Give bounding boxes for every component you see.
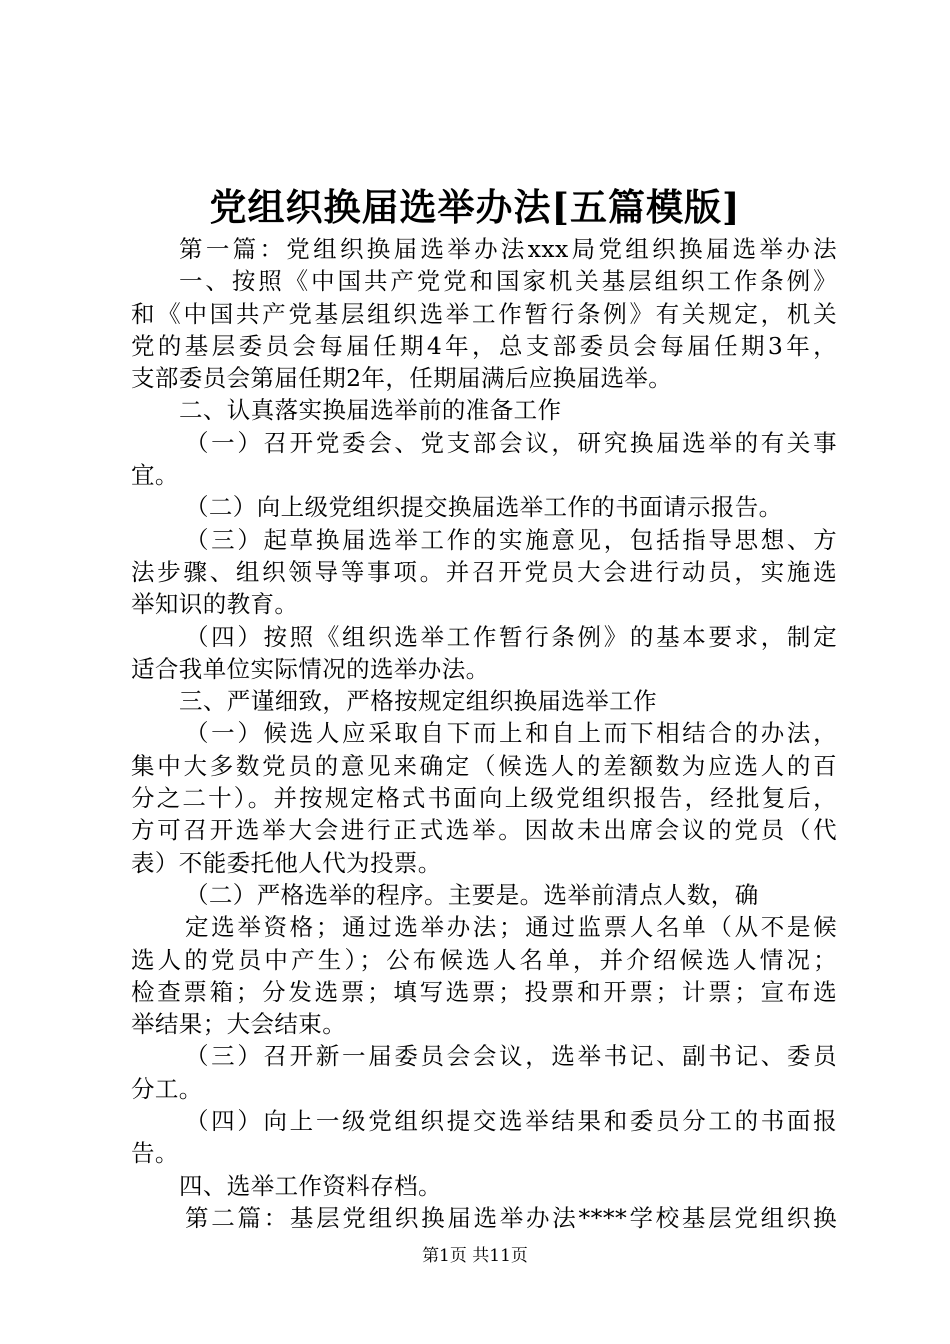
text-line: （四）向上一级党组织提交选举结果和委员分工的书面报 xyxy=(185,1107,837,1136)
text-line: 二、认真落实换届选举前的准备工作 xyxy=(179,396,562,425)
text-line: 定选举资格；通过选举办法；通过监票人名单（从不是候 xyxy=(185,913,837,942)
text-line: 告。 xyxy=(131,1139,179,1168)
text-line: （三）召开新一届委员会会议，选举书记、副书记、委员 xyxy=(185,1042,837,1071)
text-line: （二）严格选举的程序。主要是。选举前清点人数，确 xyxy=(185,880,759,909)
text-line: （四）按照《组织选举工作暂行条例》的基本要求，制定 xyxy=(185,622,837,651)
text-line: 三、严谨细致，严格按规定组织换届选举工作 xyxy=(179,687,657,716)
text-line: 分之二十）。并按规定格式书面向上级党组织报告，经批复后， xyxy=(131,784,837,813)
page-number-footer: 第1页 共11页 xyxy=(422,1246,528,1266)
text-line: 四、选举工作资料存档。 xyxy=(179,1171,442,1200)
text-line: （一）召开党委会、党支部会议，研究换届选举的有关事 xyxy=(185,428,837,457)
text-line: 第二篇：基层党组织换届选举办法****学校基层党组织换 xyxy=(185,1203,837,1232)
text-line: 第一篇：党组织换届选举办法xxx局党组织换届选举办法 xyxy=(179,235,837,263)
text-line: （二）向上级党组织提交换届选举工作的书面请示报告。 xyxy=(185,493,783,522)
document-title: 党组织换届选举办法[五篇模版] xyxy=(209,185,741,229)
text-line: 党的基层委员会每届任期4年，总支部委员会每届任期3年， xyxy=(131,331,837,360)
text-line: 一、按照《中国共产党党和国家机关基层组织工作条例》 xyxy=(179,267,837,296)
text-line: 集中大多数党员的意见来确定（候选人的差额数为应选人的百 xyxy=(131,751,837,780)
text-line: （三）起草换届选举工作的实施意见，包括指导思想、方 xyxy=(185,525,837,554)
text-line: 表）不能委托他人代为投票。 xyxy=(131,848,442,877)
text-line: 支部委员会第届任期2年，任期届满后应换届选举。 xyxy=(131,364,673,393)
text-line: 适合我单位实际情况的选举办法。 xyxy=(131,654,490,683)
text-line: 和《中国共产党基层组织选举工作暂行条例》有关规定，机关 xyxy=(131,299,837,328)
text-line: 分工。 xyxy=(131,1074,203,1103)
text-line: 宜。 xyxy=(131,461,179,490)
text-line: 方可召开选举大会进行正式选举。因故未出席会议的党员（代 xyxy=(131,816,837,845)
text-line: 法步骤、组织领导等事项。并召开党员大会进行动员，实施选 xyxy=(131,557,837,586)
text-line: 选人的党员中产生）；公布候选人名单，并介绍候选人情况； xyxy=(131,945,837,974)
text-line: 检查票箱；分发选票；填写选票；投票和开票；计票；宣布选 xyxy=(131,977,837,1006)
text-line: （一）候选人应采取自下而上和自上而下相结合的办法， xyxy=(185,719,837,748)
document-body xyxy=(131,233,837,1234)
text-line: 举知识的教育。 xyxy=(131,590,299,619)
text-line: 举结果；大会结束。 xyxy=(131,1010,347,1039)
